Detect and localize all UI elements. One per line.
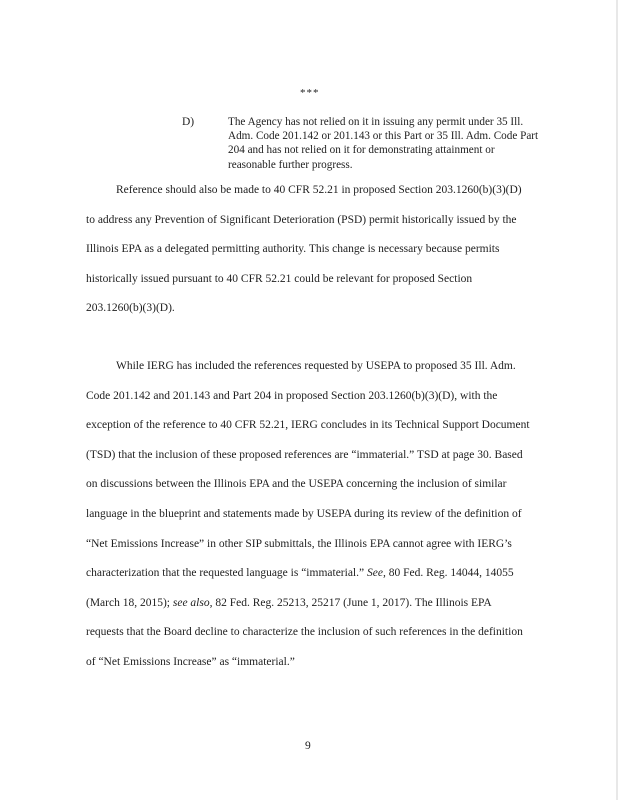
paragraph-line: (TSD) that the inclusion of these proposed references are “immaterial.” TSD at page 30. Based [86, 448, 523, 461]
line-text: characterization that the requested language is “immaterial.” [86, 567, 367, 580]
page-number: 9 [305, 740, 311, 752]
citation-signal: see also, [172, 596, 213, 609]
line-text: (March 18, 2015); [86, 596, 173, 609]
paragraph-line: 203.1260(b)(3)(D). [86, 302, 175, 315]
section-separator: *** [300, 87, 320, 99]
citation-signal: See, [366, 567, 386, 580]
paragraph-line: of “Net Emissions Increase” as “immaterial.” [86, 655, 295, 668]
list-item-text: The Agency has not relied on it in issuing any permit under 35 Ill. Adm. Code 201.142 or 201.143 or this Part or 35 Ill. Adm. Code Part 204 and has not relied on it for demonstrating attainment or reasonable further progress. [228, 116, 539, 171]
paragraph-line [86, 595, 556, 625]
paragraph-line: on discussions between the Illinois EPA and the USEPA concerning the inclusion of similar [86, 478, 507, 491]
list-item-label: D) [182, 116, 195, 128]
line-text: 80 Fed. Reg. 14044, 14055 [385, 567, 514, 580]
paragraph-line: to address any Prevention of Significant Deterioration (PSD) permit historically issued by the [86, 213, 517, 226]
paragraph-line: While IERG has included the references requested by USEPA to proposed 35 Ill. Adm. [116, 360, 516, 372]
paragraph-line [86, 565, 556, 595]
paragraph-line: Illinois EPA as a delegated permitting authority. This change is necessary because permits [86, 243, 500, 256]
paragraph-line: Code 201.142 and 201.143 and Part 204 in proposed Section 203.1260(b)(3)(D), with the [86, 389, 498, 402]
paragraph-reference-52-21 [86, 182, 556, 316]
paragraph-line: exception of the reference to 40 CFR 52.21, IERG concludes in its Technical Support Document [86, 419, 530, 432]
line-text: 82 Fed. Reg. 25213, 25217 (June 1, 2017). The Illinois EPA [212, 596, 492, 609]
paragraph-line: historically issued pursuant to 40 CFR 52.21 could be relevant for proposed Section [86, 272, 473, 285]
paragraph-line: requests that the Board decline to characterize the inclusion of such references in the definition [86, 626, 523, 639]
paragraph-ierg-references [86, 358, 556, 670]
paragraph-line: Reference should also be made to 40 CFR 52.21 in proposed Section 203.1260(b)(3)(D) [116, 184, 522, 196]
paragraph-line: “Net Emissions Increase” in other SIP submittals, the Illinois EPA cannot agree with IERG’s [86, 537, 512, 550]
paragraph-line: language in the blueprint and statements made by USEPA during its review of the definition of [86, 507, 522, 520]
